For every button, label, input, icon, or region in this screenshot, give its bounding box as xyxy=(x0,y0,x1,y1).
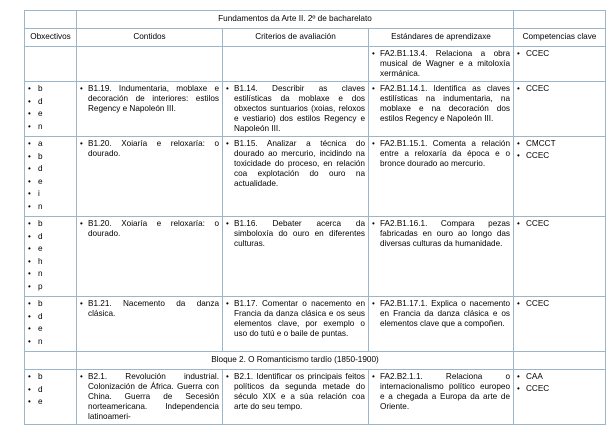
table-body-block2 xyxy=(25,370,606,425)
objective-item xyxy=(28,164,73,175)
bullet-dot: • xyxy=(80,139,83,148)
objective-item xyxy=(28,232,73,243)
table-row xyxy=(25,82,606,137)
criterio-text: B1.17. Comentar o nacemento en Francia da danza clásica e os seus elementos clave, por exemplo o uso do tutú e o baile de puntas. xyxy=(234,299,365,338)
bullet-dot: • xyxy=(517,299,520,308)
competency-list xyxy=(517,219,602,229)
competencias-cell xyxy=(514,217,606,297)
obxectivos-cell xyxy=(25,297,77,352)
objective-item xyxy=(28,337,73,348)
objective-letter: e xyxy=(38,397,43,406)
header-row xyxy=(25,29,606,47)
obxectivos-cell xyxy=(25,217,77,297)
competency-list xyxy=(517,372,602,394)
bullet-dot: • xyxy=(372,84,375,93)
estandar xyxy=(372,219,510,249)
competencias-cell xyxy=(514,370,606,425)
objective-item xyxy=(28,385,73,396)
competency-list xyxy=(517,139,602,161)
objective-item xyxy=(28,219,73,230)
competency-item xyxy=(517,49,602,59)
estandar-cell xyxy=(369,297,514,352)
bullet-dot: • xyxy=(28,244,31,253)
objective-letter: e xyxy=(38,244,43,253)
competency-code: CCEC xyxy=(526,299,550,308)
criterio-text: B1.16. Debater acerca da simboloxía do ouro en diferentes culturas. xyxy=(234,219,365,248)
table-title: Fundamentos da Arte II. 2º de bacharelato xyxy=(77,11,514,29)
competency-code: CMCCT xyxy=(526,139,556,148)
block-row xyxy=(25,352,606,370)
bullet-dot: • xyxy=(80,372,83,381)
bullet-dot: • xyxy=(517,139,520,148)
empty-block-cell xyxy=(514,352,606,370)
header-contidos: Contidos xyxy=(77,29,223,47)
objective-list xyxy=(28,372,73,408)
objective-item xyxy=(28,282,73,293)
header-obxectivos: Obxectivos xyxy=(25,29,77,47)
criterio-text: B1.14. Describir as claves estilísticas da moblaxe e dos obxectos suntuarios (xoias, reloxos e vestiario) dos estilos Regency e Napoleón III. xyxy=(234,84,365,133)
competency-item xyxy=(517,219,602,229)
competency-item xyxy=(517,139,602,149)
bullet-dot: • xyxy=(372,299,375,308)
contido-cell xyxy=(77,217,223,297)
objective-letter: n xyxy=(38,121,43,131)
objective-letter: h xyxy=(38,256,43,266)
table-body xyxy=(25,47,606,352)
estandar-cell xyxy=(369,217,514,297)
estandar-text: FA2.B1.17.1. Explica o nacemento en Francia da danza clásica e os elementos clave que a compoñen. xyxy=(380,299,511,328)
bullet-dot: • xyxy=(28,397,31,406)
table-row xyxy=(25,137,606,217)
objective-item xyxy=(28,84,73,95)
objective-letter: d xyxy=(38,96,43,106)
table-row xyxy=(25,297,606,352)
criterio-text: B1.15. Analizar a técnica do dourado ao mercurio, incidindo na toxicidade do proceso, en relación coa explotación do ouro na actualidade. xyxy=(234,139,365,188)
objective-item xyxy=(28,372,73,383)
bullet-dot: • xyxy=(28,109,31,118)
objective-item xyxy=(28,202,73,213)
criterio xyxy=(226,84,365,134)
bullet-dot: • xyxy=(28,299,31,308)
competency-code: CAA xyxy=(526,372,543,381)
objective-item xyxy=(28,109,73,120)
contido-cell xyxy=(77,47,223,82)
competency-code: CCEC xyxy=(526,49,550,58)
objective-item xyxy=(28,177,73,188)
contido-text: B1.20. Xoiaría e reloxaría: o dourado. xyxy=(88,219,219,238)
criterio xyxy=(226,372,365,412)
contido-text: B1.19. Indumentaria, moblaxe e decoración de interiores: estilos Regency e Napoleón III. xyxy=(88,84,219,113)
bullet-dot: • xyxy=(28,281,31,291)
objective-letter: b xyxy=(38,84,43,93)
objective-letter: n xyxy=(38,269,43,278)
estandar-text: FA2.B1.15.1. Comenta a relación entre a reloxaría da época e o bronce dourado ao mercurio. xyxy=(380,139,511,168)
objective-list xyxy=(28,139,73,212)
bullet-dot: • xyxy=(28,219,31,228)
objective-letter: b xyxy=(38,299,43,308)
obxectivos-cell xyxy=(25,82,77,137)
objective-item xyxy=(28,189,73,200)
objective-letter: d xyxy=(38,384,43,394)
criterio-cell xyxy=(223,370,369,425)
bullet-dot: • xyxy=(372,219,375,228)
bullet-dot: • xyxy=(28,311,31,321)
estandar xyxy=(372,372,510,412)
objective-item xyxy=(28,152,73,163)
bullet-dot: • xyxy=(226,299,229,308)
estandar xyxy=(372,299,510,329)
contido-cell xyxy=(77,82,223,137)
bullet-dot: • xyxy=(28,189,31,198)
contido xyxy=(80,219,219,239)
bullet-dot: • xyxy=(28,269,31,278)
contido-text: B1.20. Xoiaría e reloxaría: o dourado. xyxy=(88,139,219,158)
contido xyxy=(80,299,219,319)
criterio-cell xyxy=(223,217,369,297)
objective-item xyxy=(28,397,73,408)
header-competencias: Competencias clave xyxy=(514,29,606,47)
bullet-dot: • xyxy=(28,336,31,346)
objective-item xyxy=(28,122,73,133)
bullet-dot: • xyxy=(372,139,375,148)
objective-letter: n xyxy=(38,201,43,211)
objective-list xyxy=(28,299,73,347)
objective-letter: n xyxy=(38,336,43,346)
objective-letter: p xyxy=(38,281,43,291)
bullet-dot: • xyxy=(28,151,31,161)
competency-code: CCEC xyxy=(526,151,550,160)
table-row xyxy=(25,370,606,425)
estandar-cell xyxy=(369,137,514,217)
header-criterios: Criterios de avaliación xyxy=(223,29,369,47)
bullet-dot: • xyxy=(226,372,229,381)
bullet-dot: • xyxy=(517,49,520,58)
objective-item xyxy=(28,257,73,268)
contido xyxy=(80,372,219,422)
bullet-dot: • xyxy=(80,219,83,228)
criterio-text: B2.1. Identificar os principais feitos políticos da segunda metade do século XIX e a súa relación coa arte do seu tempo. xyxy=(234,372,365,411)
competency-list xyxy=(517,49,602,59)
criterio xyxy=(226,299,365,339)
competency-code: CCEC xyxy=(526,384,550,393)
objective-item xyxy=(28,244,73,255)
objective-item xyxy=(28,97,73,108)
bullet-dot: • xyxy=(226,219,229,228)
objective-letter: i xyxy=(38,189,40,198)
empty-block-cell xyxy=(25,352,77,370)
obxectivos-cell xyxy=(25,370,77,425)
estandar-text: FA2.B1.14.1. Identifica as claves estilísticas na indumentaria, na moblaxe e na decoración dos estilos Regency e Napoleón III. xyxy=(380,84,511,123)
empty-corner-cell xyxy=(25,11,77,29)
objective-item xyxy=(28,299,73,310)
criterio xyxy=(226,219,365,249)
estandar xyxy=(372,84,510,124)
competency-list xyxy=(517,299,602,309)
bullet-dot: • xyxy=(372,49,375,58)
competency-item xyxy=(517,372,602,382)
objective-letter: e xyxy=(38,324,43,333)
objective-list xyxy=(28,219,73,292)
header-estandares: Estándares de aprendizaxe xyxy=(369,29,514,47)
bullet-dot: • xyxy=(517,372,520,381)
competencias-cell xyxy=(514,82,606,137)
competencias-cell xyxy=(514,297,606,352)
bullet-dot: • xyxy=(28,256,31,266)
bullet-dot: • xyxy=(226,84,229,93)
contido-cell xyxy=(77,370,223,425)
estandar-cell xyxy=(369,82,514,137)
bullet-dot: • xyxy=(517,151,520,160)
criterio-cell xyxy=(223,47,369,82)
objective-item xyxy=(28,269,73,280)
bullet-dot: • xyxy=(28,372,31,381)
bullet-dot: • xyxy=(28,84,31,93)
criterio-cell xyxy=(223,297,369,352)
bullet-dot: • xyxy=(517,384,520,393)
bullet-dot: • xyxy=(28,176,31,186)
contido xyxy=(80,84,219,114)
objective-item xyxy=(28,139,73,150)
estandar-text: FA2.B2.1.1. Relaciona o internacionalismo político europeo e a chegada a Europa da arte de Oriente. xyxy=(380,372,511,411)
table-row xyxy=(25,217,606,297)
obxectivos-cell xyxy=(25,47,77,82)
competency-code: CCEC xyxy=(526,84,550,93)
contido-cell xyxy=(77,297,223,352)
competency-item xyxy=(517,299,602,309)
competency-code: CCEC xyxy=(526,219,550,228)
bullet-dot: • xyxy=(28,201,31,211)
bullet-dot: • xyxy=(28,96,31,106)
bullet-dot: • xyxy=(517,84,520,93)
estandar-text: FA2.B1.13.4. Relaciona a obra musical de Wagner e a mitoloxía xermánica. xyxy=(380,49,511,78)
bullet-dot: • xyxy=(28,324,31,333)
objective-letter: b xyxy=(38,219,43,228)
estandar xyxy=(372,49,510,79)
estandar-text: FA2.B1.16.1. Compara pezas fabricadas en ouro ao longo das diversas culturas da humanidade. xyxy=(380,219,511,248)
competency-item xyxy=(517,84,602,94)
objective-letter: b xyxy=(38,372,43,381)
objective-letter: d xyxy=(38,231,43,241)
contido-text: B2.1. Revolución industrial. Colonización de África. Guerra con China. Guerra de Secesión norteamericana. Independencia latinoameri- xyxy=(88,372,219,421)
objective-letter: e xyxy=(38,109,43,118)
competencias-cell xyxy=(514,47,606,82)
objective-list xyxy=(28,84,73,132)
objective-letter: e xyxy=(38,176,43,186)
criterio-cell xyxy=(223,137,369,217)
bullet-dot: • xyxy=(80,299,83,308)
contido-cell xyxy=(77,137,223,217)
bullet-dot: • xyxy=(517,219,520,228)
bullet-dot: • xyxy=(28,231,31,241)
competency-list xyxy=(517,84,602,94)
curriculum-table xyxy=(24,10,606,425)
bullet-dot: • xyxy=(226,139,229,148)
criterio xyxy=(226,139,365,189)
estandar xyxy=(372,139,510,169)
contido xyxy=(80,139,219,159)
block-title: Bloque 2. O Romanticismo tardío (1850-1900) xyxy=(77,352,514,370)
objective-letter: b xyxy=(38,151,43,161)
estandar-cell xyxy=(369,47,514,82)
objective-letter: d xyxy=(38,164,43,173)
obxectivos-cell xyxy=(25,137,77,217)
competencias-cell xyxy=(514,137,606,217)
empty-corner-cell xyxy=(514,11,606,29)
objective-item xyxy=(28,324,73,335)
contido-text: B1.21. Nacemento da danza clásica. xyxy=(88,299,219,318)
criterio-cell xyxy=(223,82,369,137)
objective-item xyxy=(28,312,73,323)
bullet-dot: • xyxy=(28,164,31,173)
bullet-dot: • xyxy=(28,139,31,148)
objective-letter: a xyxy=(38,139,43,148)
objective-letter: d xyxy=(38,311,43,321)
estandar-cell xyxy=(369,370,514,425)
competency-item xyxy=(517,384,602,394)
title-row xyxy=(25,11,606,29)
table-row xyxy=(25,47,606,82)
competency-item xyxy=(517,151,602,161)
bullet-dot: • xyxy=(80,84,83,93)
bullet-dot: • xyxy=(28,384,31,394)
bullet-dot: • xyxy=(372,372,375,381)
bullet-dot: • xyxy=(28,121,31,131)
